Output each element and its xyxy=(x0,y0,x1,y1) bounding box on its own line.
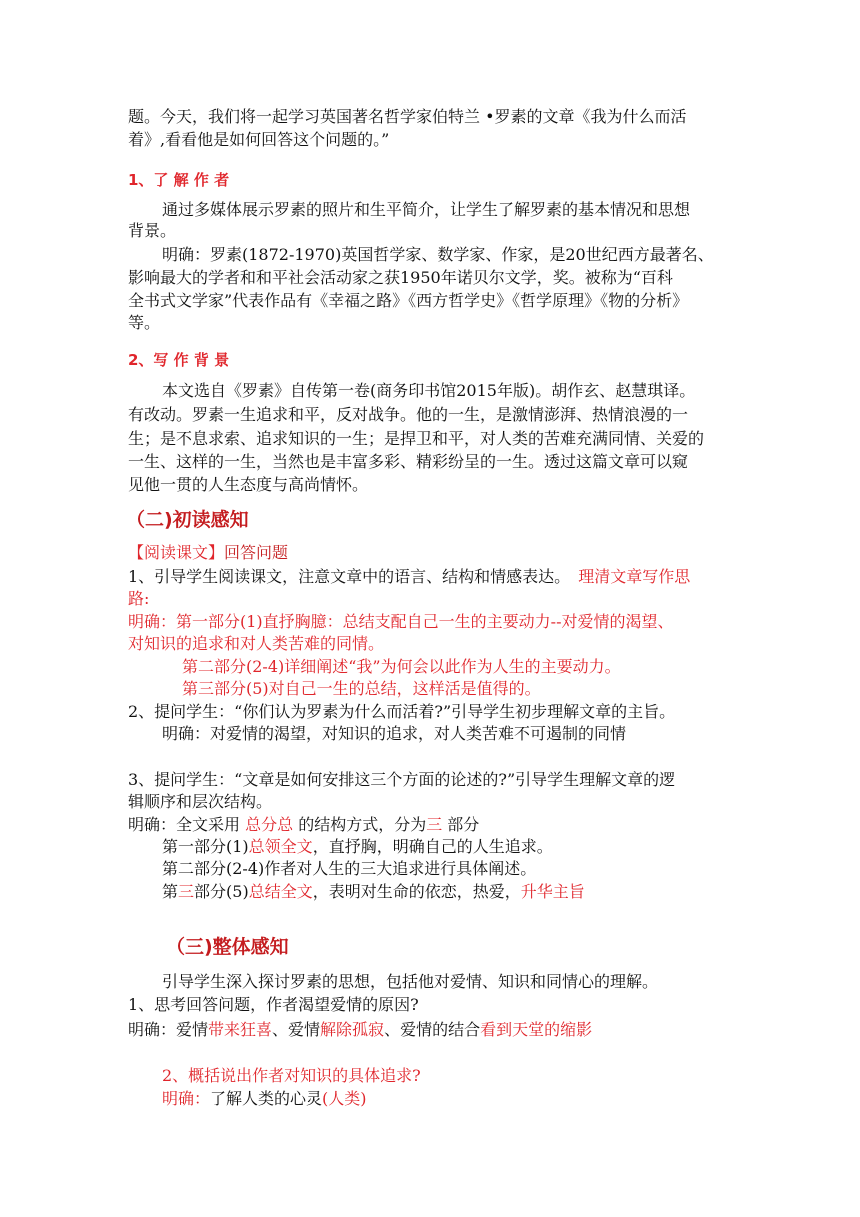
paragraph-text: 本文选自《罗素》自传第一卷(商务印书馆2015年版)。胡作玄、赵慧琪译。 xyxy=(162,381,696,400)
answer-text: 、爱情的结合 xyxy=(384,1020,481,1039)
structure-part-2: 第二部分(2-4)作者对人生的三大追求进行具体阐述。 xyxy=(162,859,537,878)
paragraph-text: 影响最大的学者和和平社会活动家之获1950年诺贝尔文学，奖。被称为“百科 xyxy=(128,268,673,287)
part3-answer-1 xyxy=(128,1020,592,1040)
structure-highlight: 升华主旨 xyxy=(520,882,585,901)
question-3-line-2: 辑顺序和层次结构。 xyxy=(128,792,273,811)
paragraph-text: 一生、这样的一生，当然也是丰富多彩、精彩纷呈的一生。透过这篇文章可以窥 xyxy=(128,452,689,471)
question-1-line-2: 路: xyxy=(128,589,150,608)
question-3-line-1: 3、提问学生：“文章是如何安排这三个方面的论述的?”引导学生理解文章的逻 xyxy=(128,770,676,789)
answer-1-line-4: 第三部分(5)对自己一生的总结，这样活是值得的。 xyxy=(182,679,541,698)
intro-line-1: 题。今天，我们将一起学习英国著名哲学家伯特兰 •罗素的文章《我为什么而活 xyxy=(128,107,687,126)
answer-1-line-2: 对知识的追求和对人类苦难的同情。 xyxy=(128,634,385,653)
structure-highlight: 总结全文 xyxy=(248,882,313,901)
paragraph-text: 等。 xyxy=(128,313,161,332)
structure-text: 第一部分(1) xyxy=(162,837,249,856)
answer-highlight: 明确： xyxy=(162,1089,211,1108)
answer-highlight: 三 xyxy=(426,815,443,834)
part3-question-1: 1、思考回答问题，作者渴望爱情的原因? xyxy=(128,995,419,1014)
structure-part-3 xyxy=(162,882,585,902)
part3-answer-2 xyxy=(162,1089,367,1109)
task-rest: 回答问题 xyxy=(224,543,289,562)
part3-question-2: 2、概括说出作者对知识的具体追求? xyxy=(162,1066,421,1085)
structure-text: ，直抒胸，明确自己的人生追求。 xyxy=(312,837,553,856)
structure-text: 部分(5) xyxy=(194,882,249,901)
answer-text: 的结构方式，分为 xyxy=(293,815,427,834)
paragraph-text: 生；是不息求索、追求知识的一生；是捍卫和平，对人类的苦难充满同情、关爱的 xyxy=(128,429,705,448)
question-1-line-1 xyxy=(128,567,690,587)
answer-highlight: 解除孤寂 xyxy=(320,1020,385,1039)
structure-text: ，表明对生命的依恋，热爱， xyxy=(312,882,521,901)
paragraph-text: 全书式文学家”代表作品有《幸福之路》《西方哲学史》《哲学原理》《物的分析》 xyxy=(128,291,689,310)
answer-3 xyxy=(128,815,479,835)
paragraph-text: 通过多媒体展示罗素的照片和生平简介，让学生了解罗素的基本情况和思想 xyxy=(162,200,691,219)
answer-text: 明确：全文采用 xyxy=(128,815,246,834)
answer-text: 明确：爱情 xyxy=(128,1020,209,1039)
structure-highlight: 三 xyxy=(178,882,195,901)
answer-1-line-3: 第二部分(2-4)详细阐述“我”为何会以此作为人生的主要动力。 xyxy=(182,657,621,676)
answer-text: 、爱情 xyxy=(272,1020,321,1039)
paragraph-text: 有改动。罗素一生追求和平，反对战争。他的一生，是激情澎湃、热情浪漫的一 xyxy=(128,405,689,424)
part3-intro: 引导学生深入探讨罗素的思想，包括他对爱情、知识和同情心的理解。 xyxy=(162,972,659,991)
intro-line-2: 着》,看看他是如何回答这个问题的。” xyxy=(128,130,390,149)
answer-text: 部分 xyxy=(442,815,480,834)
task-line xyxy=(128,543,288,563)
part-heading-overall: （三)整体感知 xyxy=(166,936,289,958)
question-2: 2、提问学生：“你们认为罗素为什么而活着?”引导学生初步理解文章的主旨。 xyxy=(128,702,676,721)
part-heading-first-reading: （二)初读感知 xyxy=(126,509,249,531)
section-heading-author: 1、了 解 作 者 xyxy=(128,171,230,189)
paragraph-text: 见他一贯的人生态度与高尚情怀。 xyxy=(128,475,369,494)
answer-highlight: 总分总 xyxy=(245,815,294,834)
paragraph-text: 背景。 xyxy=(128,221,177,240)
answer-2: 明确：对爱情的渴望，对知识的追求，对人类苦难不可遏制的同情 xyxy=(162,724,627,743)
answer-highlight: 看到天堂的缩影 xyxy=(480,1020,593,1039)
section-heading-background: 2、写 作 背 景 xyxy=(128,351,230,369)
structure-part-1 xyxy=(162,837,553,857)
question-highlight: 理清文章写作思 xyxy=(578,567,691,586)
answer-highlight: 带来狂喜 xyxy=(208,1020,273,1039)
paragraph-text: 明确：罗素(1872-1970)英国哲学家、数学家、作家，是20世纪西方最著名、 xyxy=(162,245,714,264)
structure-highlight: 总领全文 xyxy=(248,837,313,856)
answer-highlight: (人类) xyxy=(322,1089,367,1108)
question-text: 1、引导学生阅读课文，注意文章中的语言、结构和情感表达。 xyxy=(128,567,571,586)
structure-text: 第 xyxy=(162,882,179,901)
task-bracket: 【阅读课文】 xyxy=(128,543,225,562)
answer-text: 了解人类的心灵 xyxy=(210,1089,323,1108)
answer-1-line-1: 明确：第一部分(1)直抒胸臆：总结支配自己一生的主要动力--对爱情的渴望、 xyxy=(128,612,674,631)
